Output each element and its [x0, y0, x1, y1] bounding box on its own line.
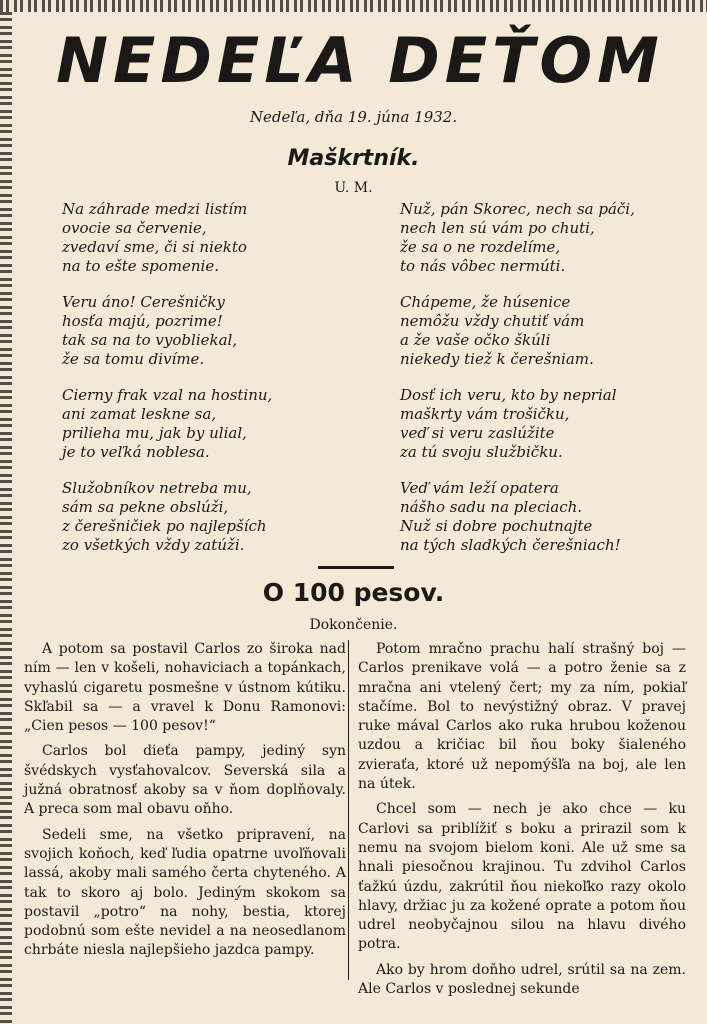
- poem-line: to nás vôbec nermúti.: [400, 257, 566, 275]
- poem-line: Veru áno! Cerešničky: [62, 293, 225, 311]
- poem-stanza: [62, 200, 362, 276]
- poem-line: a že vaše očko škúli: [400, 331, 551, 349]
- poem-stanza: [400, 293, 700, 369]
- poem-line: za tú svoju službičku.: [400, 443, 563, 461]
- story-left-column: [24, 640, 346, 967]
- poem-line: niekedy tiež k čerešniam.: [400, 350, 594, 368]
- poem-line: z čerešničiek po najlepších: [62, 517, 267, 535]
- poem-line: Dosť ich veru, kto by neprial: [400, 386, 617, 404]
- poem-line: že sa o ne rozdelíme,: [400, 238, 561, 256]
- poem-line: ovocie sa červenie,: [62, 219, 207, 237]
- story-subtitle: Dokončenie.: [309, 617, 398, 633]
- poem-stanza: [400, 386, 700, 462]
- poem-title: Maškrtník.: [287, 146, 420, 171]
- poem-line: je to veľká noblesa.: [62, 443, 210, 461]
- poem-line: zo všetkých vždy zatúži.: [62, 536, 245, 554]
- poem-line: Na záhrade medzi listím: [62, 200, 248, 218]
- column-divider: [348, 640, 349, 980]
- poem-line: ani zamat leskne sa,: [62, 405, 217, 423]
- section-divider: [318, 566, 394, 569]
- story-paragraph: Chcel som — nech je ako chce — ku Carlovi sa priblížiť s boku a prirazil som k nemu na svojom bielom koni. Ale už sme sa hnali piesočnou krajinou. Tu zdvihol Carlos ťažkú úzdu, zakrútil ňou niekoľko razy okolo hlavy, držiac ju za kožené oprate a potom ňou udrel neobyčajnou silou na hlavu divého potra.: [358, 801, 686, 953]
- poem-line: nech len sú vám po chuti,: [400, 219, 595, 237]
- poem-line: Chápeme, že húsenice: [400, 293, 571, 311]
- poem-stanza: [62, 479, 362, 555]
- story-paragraph: Carlos bol dieťa pampy, jediný syn švédskych vysťahovalcov. Severská sila a južná obratnosť akoby sa v ňom doplňovaly. A preca som mal obavu oňho.: [24, 743, 346, 818]
- poem-left-column: [62, 200, 362, 572]
- poem-author: U. M.: [334, 180, 373, 196]
- story-title: O 100 pesov.: [262, 578, 445, 607]
- ornamental-border-top: [0, 0, 707, 12]
- story-paragraph: Sedeli sme, na všetko pripravení, na svojich koňoch, keď ľudia opatrne uvoľňovali lassá, akoby mali samého čerta chyteného. A tak to skoro aj bolo. Jediným skokom sa postavil „potro“ na nohy, bestia, ktorej podobnú som ešte nevidel a na neosedlanom chrbáte niesla najlepšieho jazdca pampy.: [24, 826, 346, 959]
- poem-line: na to ešte spomenie.: [62, 257, 219, 275]
- date-line: Nedeľa, dňa 19. júna 1932.: [249, 108, 458, 126]
- poem-stanza: [400, 200, 700, 276]
- poem-line: veď si veru zaslúžite: [400, 424, 555, 442]
- story-paragraph: Ako by hrom doňho udrel, srútil sa na zem. Ale Carlos v poslednej sekunde: [358, 961, 686, 998]
- poem-stanza: [62, 386, 362, 462]
- poem-line: Nuž si dobre pochutnajte: [400, 517, 593, 535]
- poem-line: hosťa majú, pozrime!: [62, 312, 223, 330]
- story-paragraph: Potom mračno prachu halí strašný boj — Carlos prenikave volá — a potro ženie sa z mračna ani vtelený čert; my za ním, pokiaľ stačíme. Bol to nevýstižný obraz. V pravej ruke mával Carlos ako ruka hrubou koženou uzdou a kričiac bil ňou boky šialeného zvieraťa, ktoré už nepomýšľa na boj, ale len na útek.: [358, 641, 686, 793]
- poem-line: na tých sladkých čerešniach!: [400, 536, 621, 554]
- poem-line: nemôžu vždy chutiť vám: [400, 312, 585, 330]
- story-right-column: [358, 640, 686, 1005]
- poem-line: Veď vám leží opatera: [400, 479, 559, 497]
- poem-line: Nuž, pán Skorec, nech sa páči,: [400, 200, 635, 218]
- poem-right-column: [400, 200, 700, 572]
- poem-line: maškrty vám trošičku,: [400, 405, 570, 423]
- poem-line: zvedaví sme, či si niekto: [62, 238, 247, 256]
- poem-line: Cierny frak vzal na hostinu,: [62, 386, 273, 404]
- poem-line: tak sa na to vyobliekal,: [62, 331, 238, 349]
- poem-line: Služobníkov netreba mu,: [62, 479, 252, 497]
- poem-stanza: [400, 479, 700, 555]
- masthead-title: NEDEĽA DEŤOM: [56, 24, 664, 97]
- poem-stanza: [62, 293, 362, 369]
- poem-line: nášho sadu na pleciach.: [400, 498, 583, 516]
- poem-line: sám sa pekne obslúži,: [62, 498, 229, 516]
- poem-line: prilieha mu, jak by ulial,: [62, 424, 247, 442]
- story-paragraph: A potom sa postavil Carlos zo široka nad ním — len v košeli, nohaviciach a topánkach, vyhaslú cigaretu posmešne v ústnom kútiku. Skľabil sa — a vravel k Donu Ramonovi: „Cien pesos — 100 pesov!“: [24, 641, 346, 735]
- poem-line: že sa tomu divíme.: [62, 350, 205, 368]
